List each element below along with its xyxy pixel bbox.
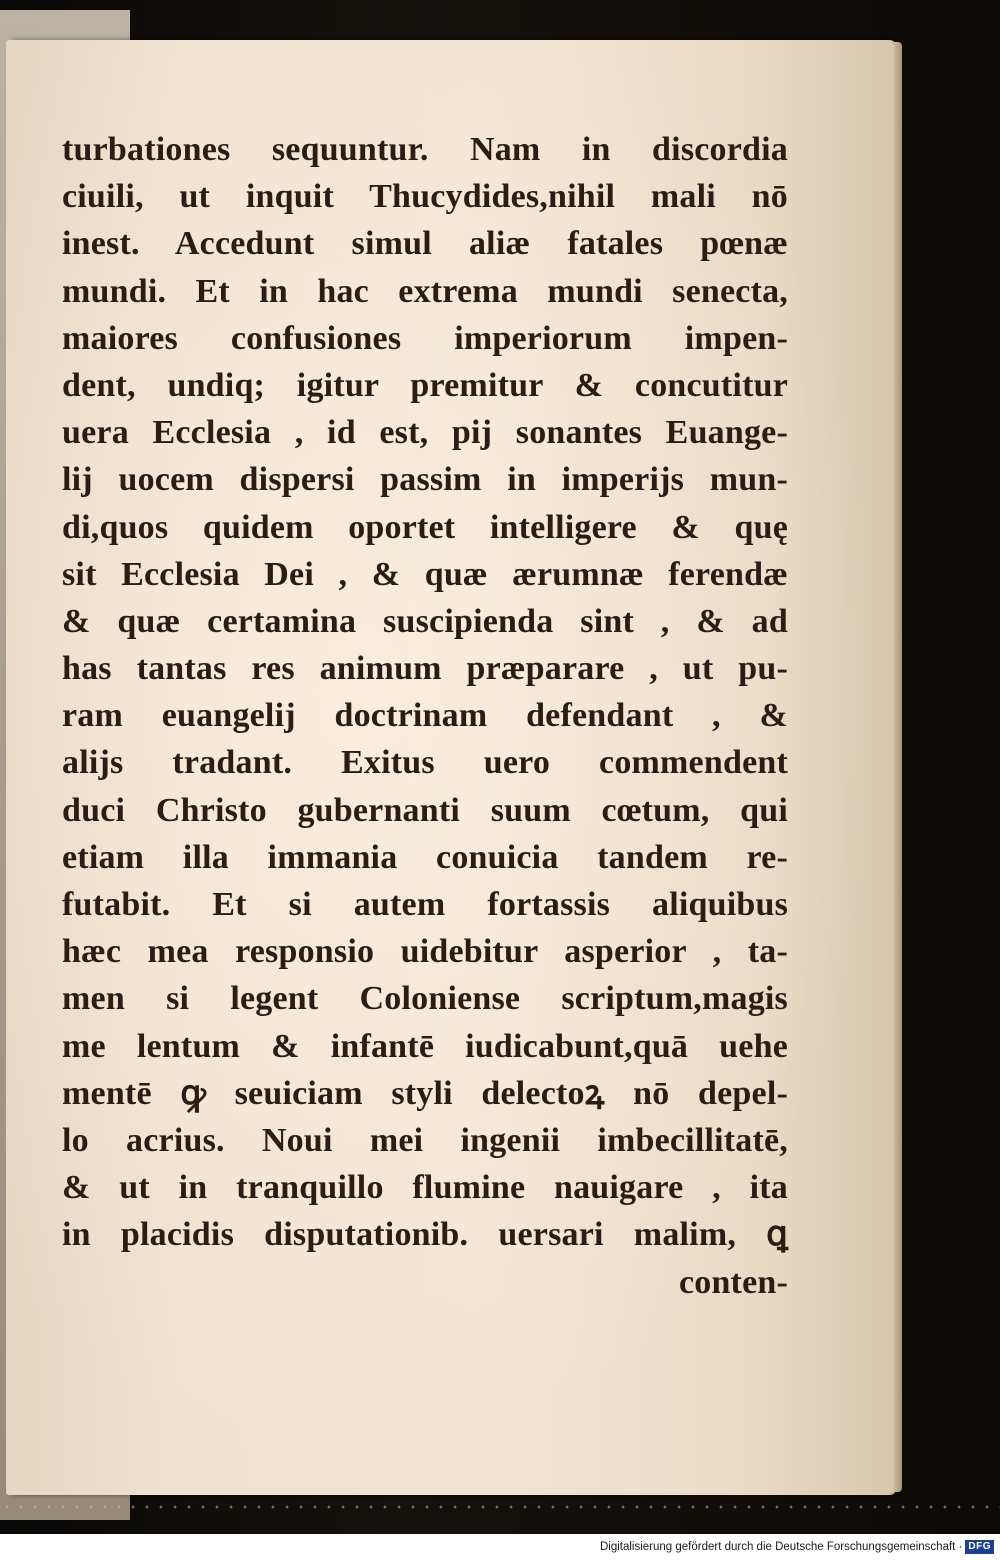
text-line: inest. Accedunt simul aliæ fatales pœnæ [62,225,788,263]
text-line: & ut in tranquillo flumine nauigare , ita [62,1169,788,1207]
text-line: maiores confusiones imperiorum impen- [62,319,788,357]
text-line: lo acrius. Noui mei ingenii imbecillitatē, [62,1121,788,1159]
text-line: hæc mea responsio uidebitur asperior , ta- [62,933,788,971]
text-line: ram euangelij doctrinam defendant , & [62,697,788,735]
text-line: sit Ecclesia Dei , & quæ ærumnæ ferendæ [62,555,788,593]
text-line: dent, undiq; igitur premitur & concutitur [62,366,788,404]
page-text-block [62,126,788,1306]
dfg-logo-icon: DFG [965,1540,994,1554]
page-fore-edge [894,42,902,1492]
text-line: duci Christo gubernanti suum cœtum, qui [62,791,788,829]
text-line: lij uocem dispersi passim in imperijs mun- [62,461,788,499]
text-line: turbationes sequuntur. Nam in discordia [62,131,788,168]
bottom-page-edge [0,1496,1000,1518]
text-line: uera Ecclesia , id est, pij sonantes Euange- [62,414,788,452]
catchword: conten- [678,1263,788,1301]
text-line: di,quos quidem oportet intelligere & quę [62,508,788,546]
text-line: mundi. Et in hac extrema mundi senecta, [62,272,788,310]
digitization-footer [0,1534,1000,1560]
text-line: in placidis disputationib. uersari malim, ꝗ [62,1216,788,1254]
text-line: men si legent Coloniense scriptum,magis [62,980,788,1018]
text-line: has tantas res animum præparare , ut pu- [62,650,788,688]
text-line: alijs tradant. Exitus uero commendent [62,744,788,782]
text-line: mentē ꝙ seuiciam styli delectoꝝ nō depel- [62,1074,788,1112]
funding-credit: Digitalisierung gefördert durch die Deutsche Forschungsgemeinschaft · [599,1541,963,1553]
text-line: & quæ certamina suscipienda sint , & ad [62,602,788,640]
text-line: ciuili, ut inquit Thucydides,nihil mali nō [62,178,788,216]
text-line: me lentum & infantē iudicabunt,quā uehe [62,1027,788,1065]
text-line: etiam illa immania conuicia tandem re- [62,838,788,876]
text-line: futabit. Et si autem fortassis aliquibus [62,886,788,923]
book-page [6,40,894,1495]
